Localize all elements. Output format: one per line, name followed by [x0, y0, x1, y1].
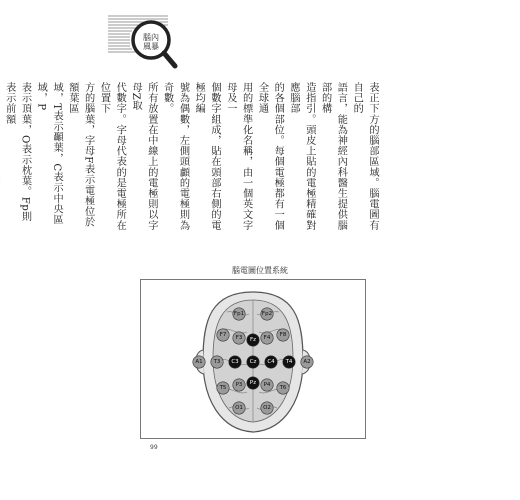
text-column: 方的腦葉，字母F表示電極位於額葉區	[66, 82, 94, 228]
electrode-label: A2	[303, 359, 311, 365]
electrode-label: T6	[279, 385, 287, 391]
text-column: 的各個部位。每個電極都有一個全球通	[256, 82, 284, 231]
electrode-label: F7	[219, 332, 227, 338]
text-column: 域，T表示顳葉，C表示中央區域，P	[35, 82, 63, 225]
chapter-header	[108, 12, 178, 70]
eeg-figure	[140, 279, 366, 439]
electrode-label: P3	[235, 382, 243, 388]
figure-caption: 腦電圖位置系統	[232, 266, 288, 275]
electrode-label: Pz	[249, 380, 257, 386]
electrode-label: Cz	[249, 359, 257, 365]
chapter-title	[133, 33, 169, 51]
chapter-title-line2: 風暴	[143, 42, 159, 51]
head-diagram	[141, 280, 365, 438]
text-column: 語言，能為神經內科醫生提供腦部的構	[319, 82, 347, 231]
text-column: 用的標準化名稱，由一個英文字母及一	[224, 82, 252, 231]
electrode-label: F4	[263, 335, 271, 341]
page-number: 99	[150, 444, 158, 451]
electrode-label: P4	[263, 382, 271, 388]
electrode-label: Fp2	[261, 311, 273, 317]
text-column: 代數字。字母代表的是電極所在位置下	[98, 82, 126, 231]
text-column: 號為偶數，左側頭顱的電極則為奇數。	[161, 82, 189, 231]
text-column: 所有放置在中線上的電極則以字母Z取	[130, 82, 157, 231]
electrode-label: T3	[213, 359, 221, 365]
electrode-label: F3	[235, 335, 243, 341]
text-column	[0, 82, 1, 232]
electrode-label: T4	[285, 359, 293, 365]
text-column: 表示頂葉，O表示枕葉。Fp則表示前額	[3, 82, 31, 222]
electrode-label: Fz	[249, 337, 257, 343]
text-column: 個數字組成，貼在頭部右側的電極均編	[193, 82, 221, 231]
vertical-body-text	[0, 82, 380, 232]
electrode-label: C4	[267, 359, 275, 365]
electrode-label: F8	[279, 332, 287, 338]
chapter-title-line1: 腦內	[143, 33, 159, 42]
text-column: 表正下方的腦部區域。腦電圖有自己的	[351, 82, 378, 231]
electrode-label: A1	[195, 359, 203, 365]
electrode-label: C3	[231, 359, 239, 365]
text-column: 造指引。頭皮上貼的電極精確對應腦部	[288, 82, 315, 231]
electrode-label: O2	[263, 405, 271, 411]
electrode-label: T5	[219, 385, 227, 391]
electrode-label: O1	[235, 405, 243, 411]
electrode-label: Fp1	[233, 311, 245, 317]
